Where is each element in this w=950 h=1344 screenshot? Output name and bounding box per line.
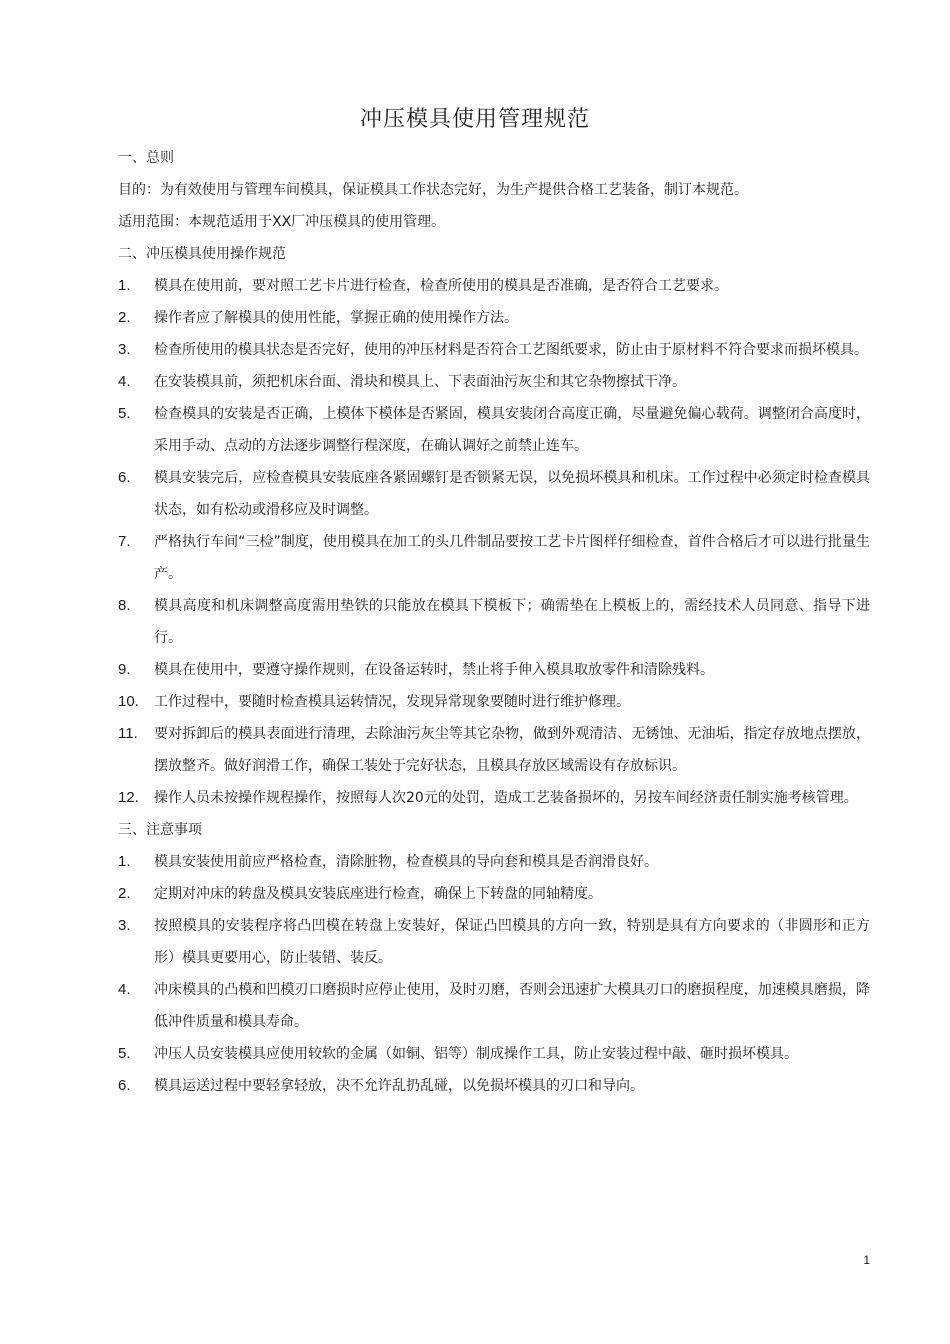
item-number: 7. (118, 533, 131, 550)
item-number: 1. (118, 277, 131, 294)
item-text: 要对拆卸后的模具表面进行清理，去除油污灰尘等其它杂物，做到外观清洁、无锈蚀、无油垢，指定存放地点摆放，摆放整齐。做好润滑工作，确保工装处于完好状态，且模具存放区域需设有存放标识。 (154, 726, 870, 774)
list-item (118, 686, 870, 718)
item-text: 操作人员未按操作规程操作，按照每人次20元的处罚，造成工艺装备损坏的，另按车间经济责任制实施考核管理。 (154, 790, 858, 806)
list-item (118, 974, 870, 1038)
item-number: 3. (118, 341, 131, 358)
document-body (118, 142, 870, 1102)
item-text: 按照模具的安装程序将凸凹模在转盘上安装好，保证凸凹模具的方向一致，特别是具有方向要求的（非圆形和正方形）模具更要用心，防止装错、装反。 (154, 918, 870, 966)
item-number: 9. (118, 661, 131, 678)
list-item (118, 526, 870, 590)
page-number: 1 (863, 1253, 870, 1267)
purpose-paragraph: 目的：为有效使用与管理车间模具，保证模具工作状态完好，为生产提供合格工艺装备，制订本规范。 (118, 182, 748, 198)
section-heading-operation: 二、冲压模具使用操作规范 (118, 246, 286, 262)
list-item (118, 654, 870, 686)
item-number: 12. (118, 789, 139, 806)
document-title: 冲压模具使用管理规范 (359, 107, 590, 132)
item-text: 模具安装使用前应严格检查，清除脏物，检查模具的导向套和模具是否润滑良好。 (154, 854, 658, 870)
list-item (118, 462, 870, 526)
item-text: 模具运送过程中要轻拿轻放，决不允许乱扔乱碰，以免损坏模具的刃口和导向。 (154, 1078, 644, 1094)
list-item (118, 718, 870, 782)
item-text: 冲床模具的凸模和凹模刃口磨损时应停止使用，及时刃磨，否则会迅速扩大模具刃口的磨损程度，加速模具磨损，降低冲件质量和模具寿命。 (154, 982, 870, 1030)
list-item (118, 398, 870, 462)
list-item (118, 334, 870, 366)
item-number: 11. (118, 725, 138, 742)
item-text: 模具在使用中，要遵守操作规则，在设备运转时，禁止将手伸入模具取放零件和清除残料。 (154, 662, 714, 678)
item-number: 10. (118, 693, 139, 710)
list-item (118, 846, 870, 878)
list-item (118, 270, 870, 302)
item-text: 定期对冲床的转盘及模具安装底座进行检查，确保上下转盘的同轴精度。 (154, 886, 602, 902)
item-text: 模具安装完后，应检查模具安装底座各紧固螺钉是否锁紧无误，以免损坏模具和机床。工作过程中必须定时检查模具状态，如有松动或滑移应及时调整。 (154, 470, 870, 518)
item-text: 严格执行车间“三检”制度，使用模具在加工的头几件制品要按工艺卡片图样仔细检查，首件合格后才可以进行批量生产。 (154, 534, 870, 582)
section-heading-notes: 三、注意事项 (118, 822, 202, 838)
scope-paragraph: 适用范围：本规范适用于XX厂冲压模具的使用管理。 (118, 214, 446, 230)
list-item (118, 590, 870, 654)
item-number: 1. (118, 853, 131, 870)
item-number: 3. (118, 917, 131, 934)
notes-list (118, 846, 870, 1102)
list-item (118, 1070, 870, 1102)
list-item (118, 910, 870, 974)
item-number: 5. (118, 405, 131, 422)
operation-rules-list (118, 270, 870, 814)
item-text: 冲压人员安装模具应使用较软的金属（如铜、铝等）制成操作工具，防止安装过程中敲、砸时损坏模具。 (154, 1046, 798, 1062)
item-number: 2. (118, 885, 131, 902)
item-text: 工作过程中，要随时检查模具运转情况，发现异常现象要随时进行维护修理。 (154, 694, 630, 710)
item-text: 操作者应了解模具的使用性能，掌握正确的使用操作方法。 (154, 310, 518, 326)
section-heading-general: 一、总则 (118, 150, 174, 166)
item-text: 在安装模具前，须把机床台面、滑块和模具上、下表面油污灰尘和其它杂物擦拭干净。 (154, 374, 686, 390)
item-number: 4. (118, 981, 131, 998)
list-item (118, 782, 870, 814)
item-number: 6. (118, 469, 131, 486)
item-text: 检查所使用的模具状态是否完好，使用的冲压材料是否符合工艺图纸要求，防止由于原材料不符合要求而损坏模具。 (154, 342, 868, 358)
item-number: 4. (118, 373, 131, 390)
item-number: 5. (118, 1045, 131, 1062)
item-text: 模具高度和机床调整高度需用垫铁的只能放在模具下模板下；确需垫在上模板上的，需经技术人员同意、指导下进行。 (154, 598, 870, 646)
list-item (118, 366, 870, 398)
list-item (118, 1038, 870, 1070)
item-text: 检查模具的安装是否正确，上模体下模体是否紧固，模具安装闭合高度正确，尽量避免偏心载荷。调整闭合高度时，采用手动、点动的方法逐步调整行程深度，在确认调好之前禁止连车。 (154, 406, 870, 454)
list-item (118, 878, 870, 910)
item-number: 6. (118, 1077, 131, 1094)
item-number: 2. (118, 309, 131, 326)
list-item (118, 302, 870, 334)
item-text: 模具在使用前，要对照工艺卡片进行检查，检查所使用的模具是否准确，是否符合工艺要求。 (154, 278, 728, 294)
item-number: 8. (118, 597, 131, 614)
